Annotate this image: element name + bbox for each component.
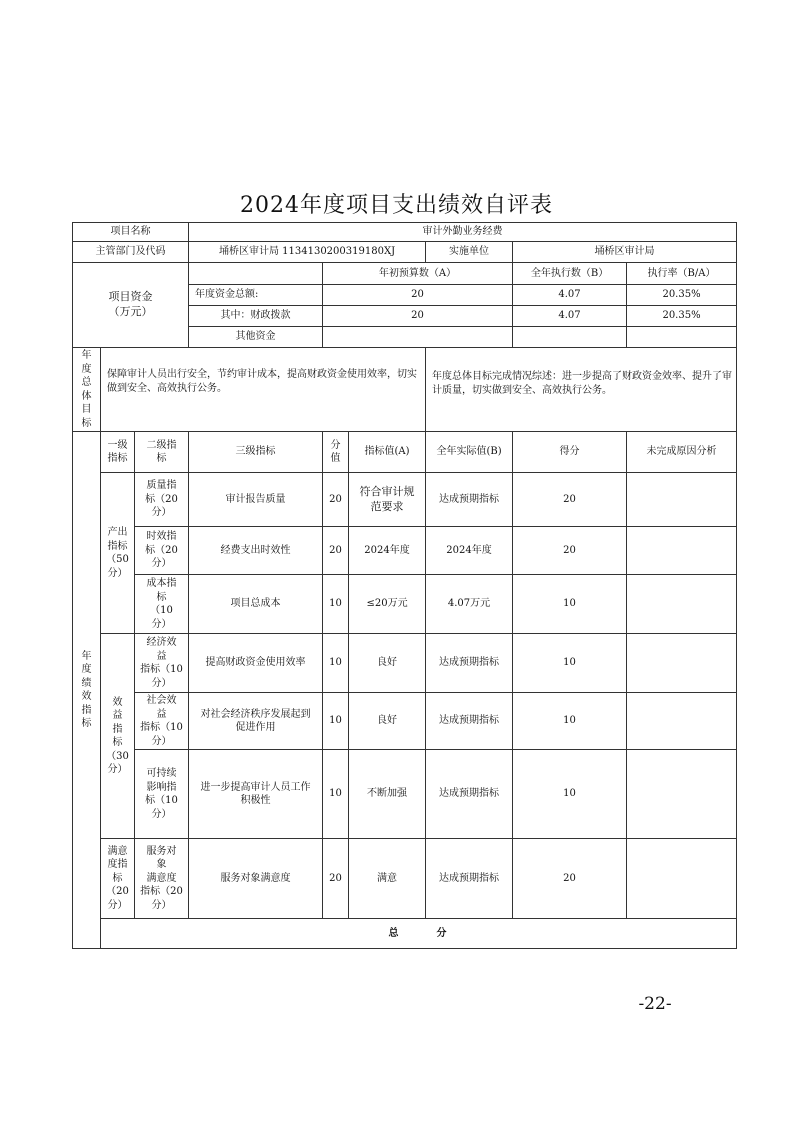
perf-header-target: 指标值(A) [349, 432, 426, 473]
funds-row-b [513, 327, 627, 348]
l3-cell: 服务对象满意度 [189, 839, 323, 919]
funds-row-b: 4.07 [513, 306, 627, 327]
goal-plan: 保障审计人员出行安全，节约审计成本，提高财政资金使用效率，切实做到安全、高效执行公务。 [101, 348, 426, 432]
reason-cell [627, 839, 737, 919]
target-cell: 2024年度 [349, 527, 426, 575]
funds-label: 项目资金 （万元） [73, 263, 189, 348]
project-name-label: 项目名称 [73, 223, 189, 242]
total-label: 总 分 [101, 919, 737, 949]
row-funds-header [73, 263, 737, 285]
target-cell: 满意 [349, 839, 426, 919]
funds-row-b: 4.07 [513, 285, 627, 306]
actual-cell: 达成预期指标 [426, 473, 513, 527]
funds-row-a: 20 [323, 285, 513, 306]
funds-row-a: 20 [323, 306, 513, 327]
l2-cell: 成本指 标 （10 分） [135, 575, 189, 634]
perf-label: 年 度 绩 效 指 标 [73, 432, 101, 949]
got-cell: 10 [513, 634, 627, 693]
l3-cell: 对社会经济秩序发展起到 促进作用 [189, 693, 323, 750]
funds-col-b: 全年执行数（B） [513, 263, 627, 285]
funds-row-label: 其他资金 [189, 327, 323, 348]
reason-cell [627, 527, 737, 575]
got-cell: 20 [513, 839, 627, 919]
table-row [73, 527, 737, 575]
actual-cell: 达成预期指标 [426, 750, 513, 839]
funds-row-label: 年度资金总额: [189, 285, 323, 306]
reason-cell [627, 750, 737, 839]
l3-cell: 经费支出时效性 [189, 527, 323, 575]
perf-header-score: 分 值 [323, 432, 349, 473]
reason-cell [627, 634, 737, 693]
got-cell: 20 [513, 473, 627, 527]
score-cell: 20 [323, 839, 349, 919]
score-cell: 10 [323, 693, 349, 750]
dept-value: 埇桥区审计局 1134130200319180XJ [189, 242, 426, 263]
l2-cell: 服务对 象 满意度 指标（20 分） [135, 839, 189, 919]
page-number: -22- [638, 994, 672, 1014]
got-cell: 20 [513, 527, 627, 575]
goal-result: 年度总体目标完成情况综述：进一步提高了财政资金效率、提升了审计质量，切实做到安全、高效执行公务。 [426, 348, 737, 432]
score-cell: 10 [323, 575, 349, 634]
table-row [73, 839, 737, 919]
actual-cell: 达成预期指标 [426, 634, 513, 693]
actual-cell: 达成预期指标 [426, 693, 513, 750]
l2-cell: 社会效 益 指标（10 分） [135, 693, 189, 750]
target-cell: 不断加强 [349, 750, 426, 839]
got-cell: 10 [513, 575, 627, 634]
perf-header-reason: 未完成原因分析 [627, 432, 737, 473]
table-row [73, 634, 737, 693]
project-name-value: 审计外勤业务经费 [189, 223, 737, 242]
perf-header-actual: 全年实际值(B) [426, 432, 513, 473]
benefit-label: 效 益 指 标 （30 分） [101, 634, 135, 839]
row-goal [73, 348, 737, 432]
impl-label: 实施单位 [426, 242, 513, 263]
evaluation-table [72, 222, 737, 949]
l3-cell: 提高财政资金使用效率 [189, 634, 323, 693]
l3-cell: 审计报告质量 [189, 473, 323, 527]
got-cell: 10 [513, 693, 627, 750]
got-cell: 10 [513, 750, 627, 839]
output-label: 产出 指标 （50 分） [101, 473, 135, 634]
perf-header-got: 得分 [513, 432, 627, 473]
reason-cell [627, 473, 737, 527]
score-cell: 20 [323, 473, 349, 527]
l2-cell: 质量指 标（20 分） [135, 473, 189, 527]
table-row [73, 750, 737, 839]
actual-cell: 2024年度 [426, 527, 513, 575]
dept-label: 主管部门及代码 [73, 242, 189, 263]
perf-header-l3: 三级指标 [189, 432, 323, 473]
funds-row-rate: 20.35% [627, 285, 737, 306]
funds-row-label: 其中：财政拨款 [189, 306, 323, 327]
l3-cell: 进一步提高审计人员工作 积极性 [189, 750, 323, 839]
target-cell: 符合审计规 范要求 [349, 473, 426, 527]
score-cell: 10 [323, 750, 349, 839]
funds-row-rate [627, 327, 737, 348]
page-title: 2024年度项目支出绩效自评表 [240, 193, 553, 218]
l3-cell: 项目总成本 [189, 575, 323, 634]
table-row [73, 693, 737, 750]
table-row [73, 473, 737, 527]
perf-header-l1: 一级 指标 [101, 432, 135, 473]
perf-header-l2: 二级指 标 [135, 432, 189, 473]
reason-cell [627, 575, 737, 634]
score-cell: 20 [323, 527, 349, 575]
reason-cell [627, 693, 737, 750]
funds-blank [189, 263, 323, 285]
goal-label: 年 度 总 体 目 标 [73, 348, 101, 432]
row-perf-header [73, 432, 737, 473]
row-total [73, 919, 737, 949]
target-cell: ≤20万元 [349, 575, 426, 634]
actual-cell: 4.07万元 [426, 575, 513, 634]
satisfaction-label: 满意 度指 标 （20 分） [101, 839, 135, 919]
target-cell: 良好 [349, 693, 426, 750]
row-project-name [73, 223, 737, 242]
target-cell: 良好 [349, 634, 426, 693]
l2-cell: 可持续 影响指 标（10 分） [135, 750, 189, 839]
funds-row-a [323, 327, 513, 348]
row-dept [73, 242, 737, 263]
funds-col-a: 年初预算数（A） [323, 263, 513, 285]
funds-col-rate: 执行率（B/A） [627, 263, 737, 285]
l2-cell: 经济效 益 指标（10 分） [135, 634, 189, 693]
impl-value: 埇桥区审计局 [513, 242, 737, 263]
l2-cell: 时效指 标（20 分） [135, 527, 189, 575]
actual-cell: 达成预期指标 [426, 839, 513, 919]
funds-row-rate: 20.35% [627, 306, 737, 327]
score-cell: 10 [323, 634, 349, 693]
table-row [73, 575, 737, 634]
